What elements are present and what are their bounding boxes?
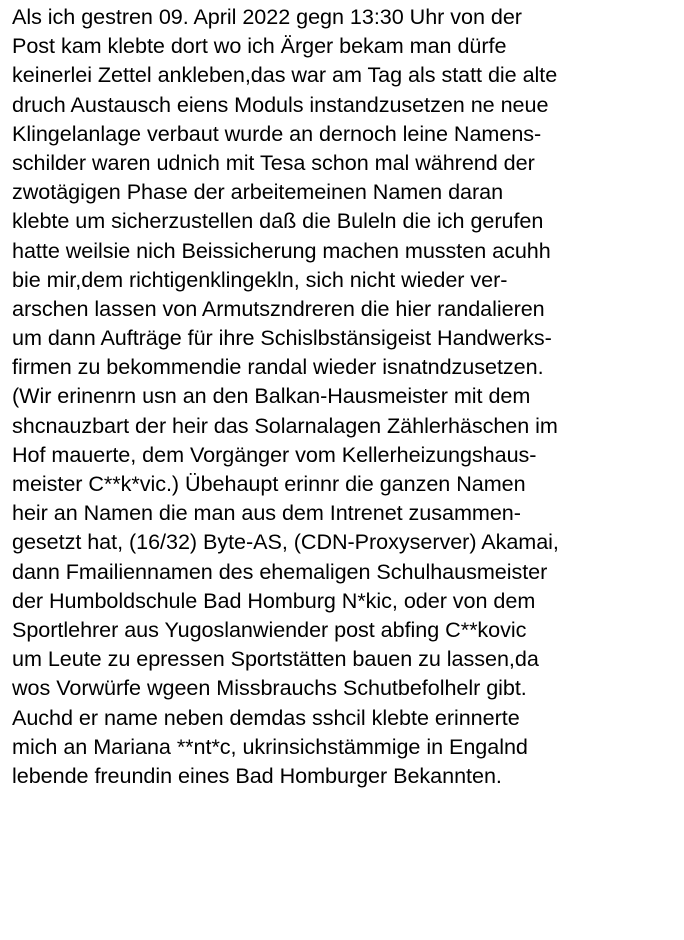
- text-line: der Humboldschule Bad Homburg N*kic, oder von dem: [12, 587, 536, 613]
- text-paragraph: [12, 2, 682, 790]
- text-line: lebende freundin eines Bad Homburger Bekannten.: [12, 762, 502, 788]
- text-line: arschen lassen von Armutszndreren die hier randalieren: [12, 295, 545, 321]
- text-line: gesetzt hat, (16/32) Byte-AS, (CDN-Proxyserver) Akamai,: [12, 529, 559, 555]
- text-line: druch Austausch eiens Moduls instandzusetzen ne neue: [12, 91, 549, 117]
- text-line: shcnauzbart der heir das Solarnalagen Zählerhäschen im: [12, 412, 558, 438]
- text-line: bie mir,dem richtigenklingekln, sich nicht wieder ver-: [12, 266, 508, 292]
- text-line: Auchd er name neben demdas sshcil klebte erinnerte: [12, 704, 520, 730]
- text-line: dann Fmailiennamen des ehemaligen Schulhausmeister: [12, 558, 548, 584]
- text-line: wos Vorwürfe wgeen Missbrauchs Schutbefolhelr gibt.: [12, 675, 527, 701]
- text-line: (Wir erinenrn usn an den Balkan-Hausmeister mit dem: [12, 383, 531, 409]
- text-line: Als ich gestren 09. April 2022 gegn 13:30 Uhr von der: [12, 4, 522, 29]
- text-line: hatte weilsie nich Beissicherung machen mussten acuhh: [12, 237, 551, 263]
- text-line: klebte um sicherzustellen daß die Buleln die ich gerufen: [12, 208, 544, 234]
- text-line: heir an Namen die man aus dem Intrenet zusammen-: [12, 500, 521, 526]
- text-line: um dann Aufträge für ihre Schislbstänsigeist Handwerks-: [12, 325, 552, 351]
- text-line: Hof mauerte, dem Vorgänger vom Kellerheizungshaus-: [12, 441, 537, 467]
- text-line: um Leute zu epressen Sportstätten bauen zu lassen,da: [12, 646, 539, 672]
- text-line: keinerlei Zettel ankleben,das war am Tag als statt die alte: [12, 62, 558, 88]
- text-line: Post kam klebte dort wo ich Ärger bekam man dürfe: [12, 33, 507, 59]
- text-line: firmen zu bekommendie randal wieder isnatndzusetzen.: [12, 354, 544, 380]
- text-line: Sportlehrer aus Yugoslanwiender post abfing C**kovic: [12, 616, 527, 642]
- text-line: Klingelanlage verbaut wurde an dernoch leine Namens-: [12, 120, 542, 146]
- text-line: zwotägigen Phase der arbeitemeinen Namen daran: [12, 179, 504, 205]
- text-line: schilder waren udnich mit Tesa schon mal während der: [12, 149, 535, 175]
- text-line: mich an Mariana **nt*c, ukrinsichstämmige in Engalnd: [12, 733, 528, 759]
- text-line: meister C**k*vic.) Übehaupt erinnr die ganzen Namen: [12, 471, 526, 496]
